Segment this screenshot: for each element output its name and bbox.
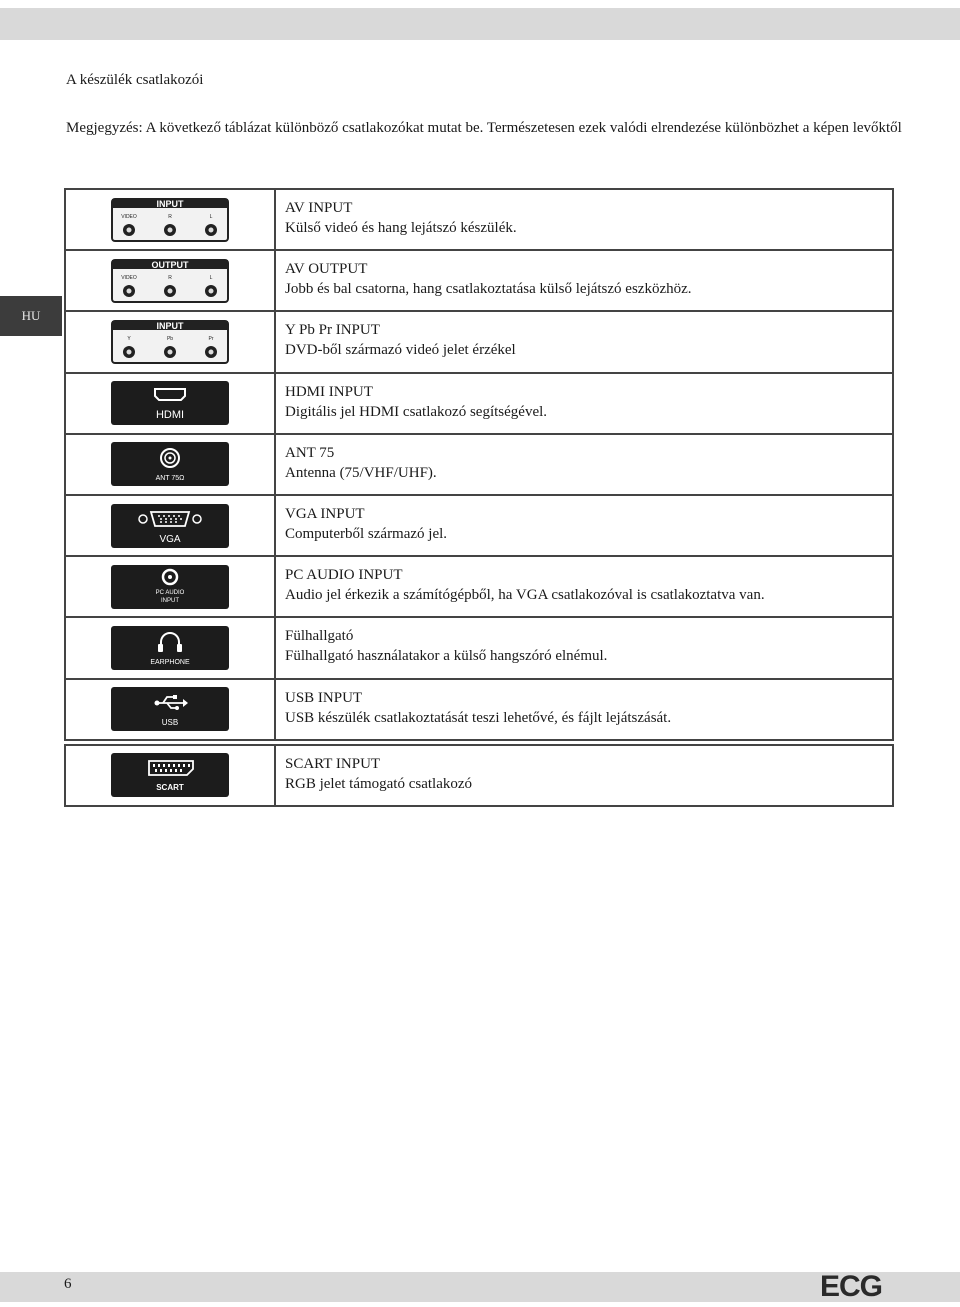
connector-row-av-output: [66, 249, 892, 310]
connector-desc: USB készülék csatlakoztatását teszi lehetővé, és fájlt lejátszását.: [285, 709, 672, 726]
connector-icon-cell: [66, 680, 276, 739]
language-tab: [0, 296, 62, 336]
icon-label: INPUT: [161, 597, 179, 604]
connector-icon-cell: [66, 190, 276, 249]
connector-row-usb: [66, 678, 892, 739]
brand-logo: ECG: [820, 1270, 883, 1303]
connector-desc: Külső videó és hang lejátszó készülék.: [285, 220, 517, 236]
usb-icon: [111, 687, 229, 731]
connector-icon-cell: [66, 557, 276, 616]
connector-row-ypbpr: [66, 310, 892, 371]
icon-label: EARPHONE: [150, 658, 190, 666]
icon-label: R: [168, 274, 172, 281]
icon-label: Pr: [208, 335, 214, 342]
connector-title: Fülhallgató: [285, 628, 354, 645]
connector-icon-cell: [66, 312, 276, 371]
connector-icon-cell: [66, 374, 276, 433]
icon-label: L: [209, 274, 213, 281]
icon-label: Pb: [166, 335, 174, 342]
pc-audio-icon: [111, 565, 229, 609]
av-input-icon: [111, 198, 229, 242]
icon-label: VGA: [159, 533, 181, 545]
connector-row-earphone: [66, 616, 892, 677]
connector-desc: Digitális jel HDMI csatlakozó segítségével.: [285, 403, 548, 420]
footer-band: [0, 1272, 960, 1302]
connector-row-av-input: [66, 190, 892, 249]
connector-row-pc-audio: [66, 555, 892, 616]
connector-description: [276, 557, 892, 616]
icon-label: PC AUDIO: [155, 589, 185, 596]
connector-description: [276, 374, 892, 433]
connector-description: [276, 496, 892, 555]
av-output-icon: [111, 259, 229, 303]
connector-row-hdmi: [66, 372, 892, 433]
icon-label: USB: [161, 718, 179, 728]
header-band: [0, 8, 960, 40]
page-number: 6: [64, 1276, 72, 1292]
connector-icon-cell: [66, 435, 276, 494]
connector-description: [276, 251, 892, 310]
connector-row-antenna: [66, 433, 892, 494]
icon-label: OUTPUT: [151, 259, 189, 270]
connector-description: [276, 618, 892, 677]
connector-title: AV INPUT: [285, 200, 353, 216]
connector-desc: Jobb és bal csatorna, hang csatlakoztatása külső lejátszó eszközhöz.: [285, 281, 692, 298]
icon-label: INPUT: [156, 198, 184, 209]
icon-label: Y: [127, 335, 131, 342]
connector-title: AV OUTPUT: [285, 261, 368, 278]
connector-description: [276, 312, 892, 371]
connector-title: Y Pb Pr INPUT: [285, 322, 380, 339]
note-text: Megjegyzés: A következő táblázat különböző csatlakozókat mutat be. Természetesen ezek valódi elrendezése különbözhet a képen levőktől: [66, 120, 902, 136]
scart-icon: [111, 753, 229, 797]
connector-block-scart: [64, 744, 894, 807]
connector-title: SCART INPUT: [285, 755, 381, 772]
connector-block-main: [64, 188, 894, 741]
connector-desc: Antenna (75/VHF/UHF).: [285, 464, 437, 481]
connector-description: [276, 746, 892, 805]
antenna-icon: [111, 442, 229, 486]
language-tab-label: HU: [21, 308, 41, 323]
section-title: A készülék csatlakozói: [66, 72, 204, 88]
connector-row-vga: [66, 494, 892, 555]
connector-icon-cell: [66, 746, 276, 805]
connector-desc: Fülhallgató használatakor a külső hangszóró elnémul.: [285, 648, 608, 665]
icon-label: HDMI: [155, 409, 185, 422]
connector-title: USB INPUT: [285, 689, 363, 706]
connector-title: VGA INPUT: [285, 505, 365, 522]
connector-title: ANT 75: [285, 444, 335, 461]
icon-label: ANT 75Ω: [155, 475, 185, 483]
icon-label: INPUT: [156, 320, 184, 331]
icon-label: VIDEO: [121, 213, 137, 220]
connector-icon-cell: [66, 251, 276, 310]
connector-desc: Computerből származó jel.: [285, 525, 448, 542]
earphone-icon: [111, 626, 229, 670]
icon-label: VIDEO: [121, 274, 137, 281]
ypbpr-input-icon: [111, 320, 229, 364]
vga-icon: [111, 504, 229, 548]
connector-desc: DVD-ből származó videó jelet érzékel: [285, 342, 516, 359]
connector-desc: RGB jelet támogató csatlakozó: [285, 775, 473, 792]
icon-label: L: [209, 213, 213, 220]
connector-description: [276, 190, 892, 249]
connector-table: [64, 188, 894, 807]
connector-icon-cell: [66, 618, 276, 677]
connector-title: HDMI INPUT: [285, 383, 373, 400]
icon-label: SCART: [156, 783, 184, 793]
connector-description: [276, 435, 892, 494]
connector-description: [276, 680, 892, 739]
connector-icon-cell: [66, 496, 276, 555]
connector-title: PC AUDIO INPUT: [285, 567, 403, 584]
icon-label: R: [168, 213, 172, 220]
connector-row-scart: [66, 746, 892, 805]
hdmi-icon: [111, 381, 229, 425]
connector-desc: Audio jel érkezik a számítógépből, ha VGA csatlakozóval is csatlakoztatva van.: [285, 587, 765, 604]
